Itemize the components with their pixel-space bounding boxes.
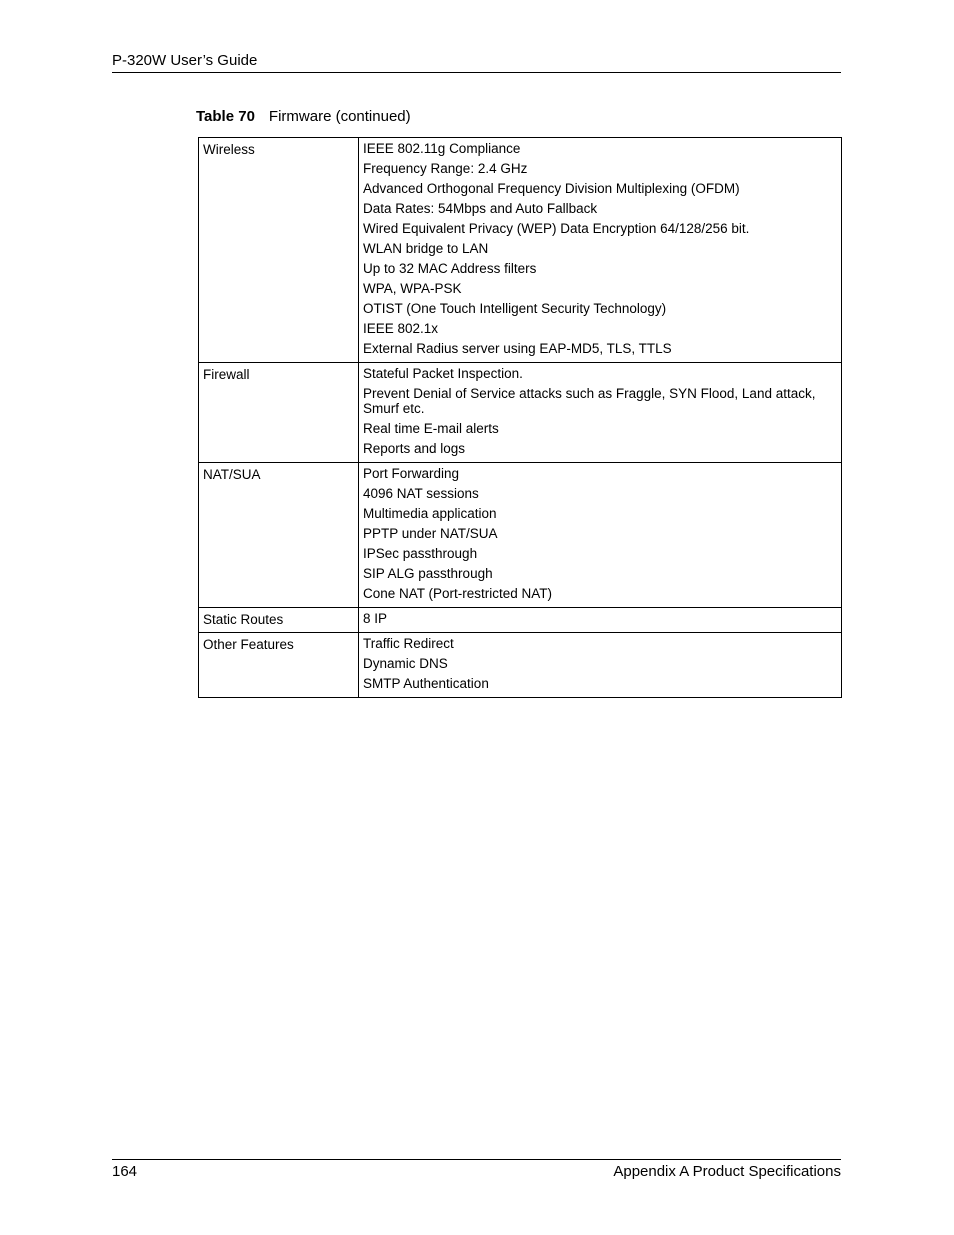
spec-cell bbox=[359, 633, 842, 698]
feature-cell bbox=[199, 608, 359, 633]
spec-item: OTIST (One Touch Intelligent Security Technology) bbox=[363, 301, 667, 316]
table-row bbox=[199, 463, 842, 608]
table-row bbox=[199, 608, 842, 633]
spec-cell bbox=[359, 608, 842, 633]
spec-item: SMTP Authentication bbox=[363, 676, 489, 691]
spec-item: IPSec passthrough bbox=[363, 546, 478, 561]
spec-item: 8 IP bbox=[363, 611, 388, 626]
feature-name: Other Features bbox=[203, 637, 294, 652]
spec-table-body bbox=[199, 138, 842, 698]
document-title: P-320W User’s Guide bbox=[112, 52, 258, 69]
spec-item: WPA, WPA-PSK bbox=[363, 281, 462, 296]
spec-item: External Radius server using EAP-MD5, TLS, TTLS bbox=[363, 341, 672, 356]
spec-item: Traffic Redirect bbox=[363, 636, 454, 651]
page-number: 164 bbox=[112, 1163, 138, 1180]
spec-item: Advanced Orthogonal Frequency Division Multiplexing (OFDM) bbox=[363, 181, 740, 196]
table-number: Table 70 bbox=[196, 108, 255, 125]
feature-cell bbox=[199, 633, 359, 698]
spec-item: Multimedia application bbox=[363, 506, 497, 521]
firmware-spec-table bbox=[198, 137, 842, 698]
page-footer bbox=[112, 1159, 841, 1180]
table-row bbox=[199, 138, 842, 363]
spec-cell bbox=[359, 363, 842, 463]
spec-item: Cone NAT (Port-restricted NAT) bbox=[363, 586, 553, 601]
table-row bbox=[199, 363, 842, 463]
spec-item: Frequency Range: 2.4 GHz bbox=[363, 161, 528, 176]
feature-name: Wireless bbox=[203, 142, 255, 157]
feature-name: Firewall bbox=[203, 367, 250, 382]
spec-item: 4096 NAT sessions bbox=[363, 486, 479, 501]
feature-cell bbox=[199, 463, 359, 608]
spec-item: Data Rates: 54Mbps and Auto Fallback bbox=[363, 201, 598, 216]
spec-item: Wired Equivalent Privacy (WEP) Data Encryption 64/128/256 bit. bbox=[363, 221, 750, 236]
feature-name: Static Routes bbox=[203, 612, 284, 627]
feature-cell bbox=[199, 138, 359, 363]
footer-section-title: Appendix A Product Specifications bbox=[613, 1163, 841, 1180]
spec-item: Stateful Packet Inspection. bbox=[363, 366, 523, 381]
spec-item: Prevent Denial of Service attacks such as Fraggle, SYN Flood, Land attack, Smurf etc. bbox=[363, 386, 816, 416]
table-caption bbox=[196, 107, 411, 127]
spec-item: Real time E-mail alerts bbox=[363, 421, 499, 436]
table-title: Firmware (continued) bbox=[268, 108, 411, 125]
spec-cell bbox=[359, 463, 842, 608]
spec-item: Dynamic DNS bbox=[363, 656, 448, 671]
page-header bbox=[112, 51, 841, 73]
spec-item: WLAN bridge to LAN bbox=[363, 241, 489, 256]
table-row bbox=[199, 633, 842, 698]
spec-item: Port Forwarding bbox=[363, 466, 460, 481]
spec-item: Reports and logs bbox=[363, 441, 466, 456]
spec-cell bbox=[359, 138, 842, 363]
spec-item: IEEE 802.1x bbox=[363, 321, 439, 336]
spec-item: SIP ALG passthrough bbox=[363, 566, 493, 581]
spec-item: IEEE 802.11g Compliance bbox=[363, 141, 521, 156]
spec-item: PPTP under NAT/SUA bbox=[363, 526, 498, 541]
feature-cell bbox=[199, 363, 359, 463]
spec-item: Up to 32 MAC Address filters bbox=[363, 261, 537, 276]
feature-name: NAT/SUA bbox=[203, 467, 261, 482]
